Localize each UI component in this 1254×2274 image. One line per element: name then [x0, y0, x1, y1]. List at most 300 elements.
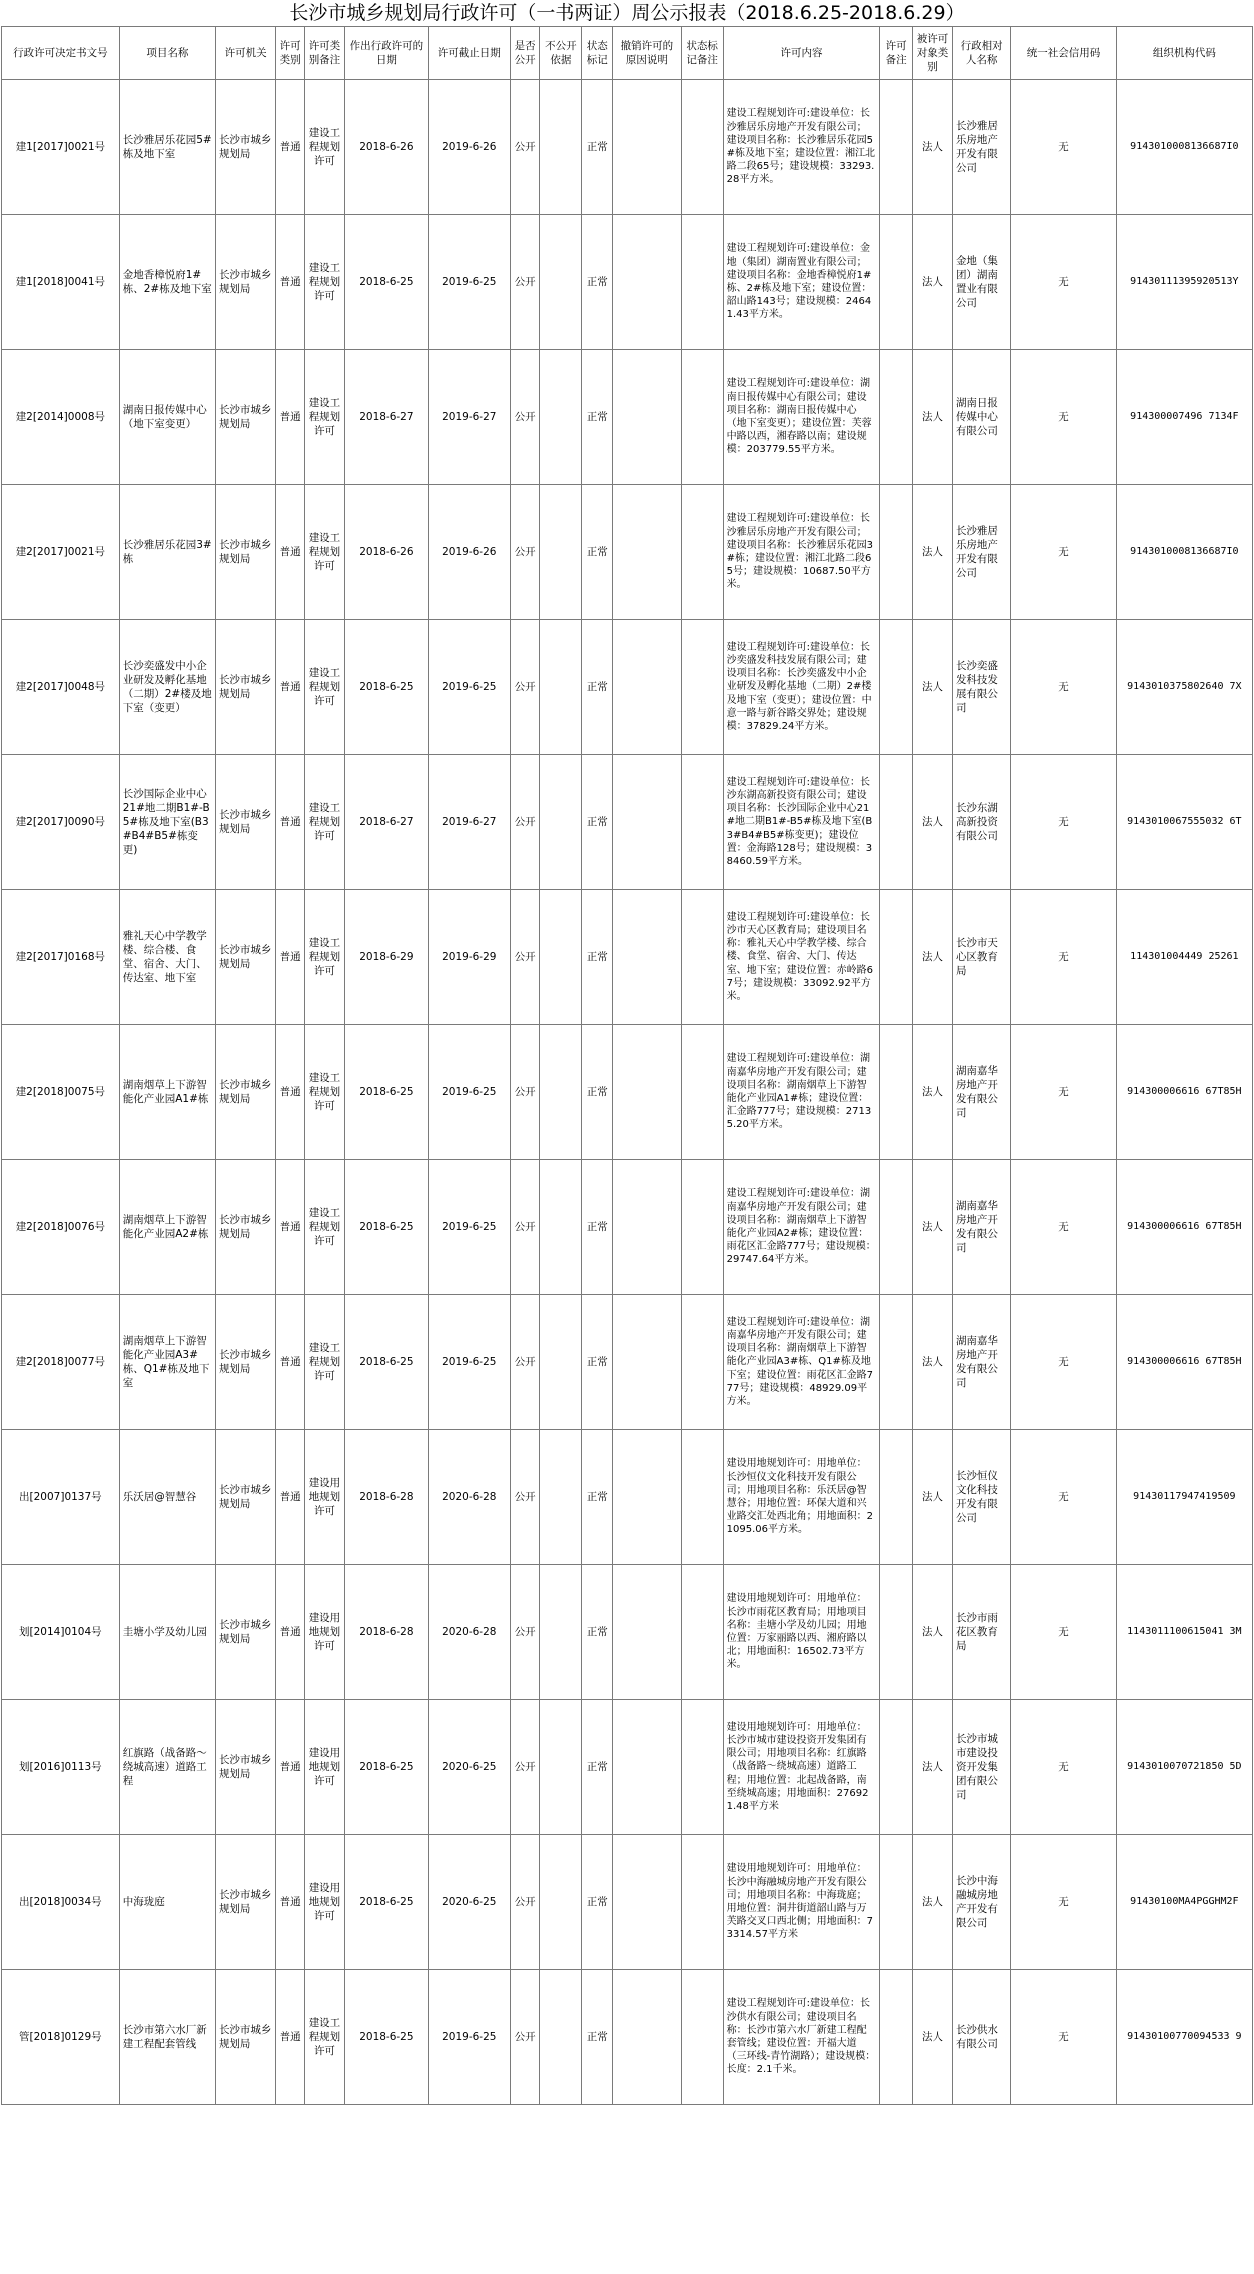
column-header: 统一社会信用码	[1011, 27, 1116, 80]
party-name-cell: 长沙供水有限公司	[952, 1970, 1010, 2105]
category-cell: 普通	[276, 1295, 305, 1430]
expiry-date-cell: 2019-6-25	[428, 620, 510, 755]
permit-content-cell: 建设用地规划许可：用地单位：长沙恒仪文化科技开发有限公司；用地项目名称：乐沃居@智慧谷；用地位置：环保大道和兴业路交汇处西北角；用地面积：21095.06平方米。	[723, 1430, 880, 1565]
authority-cell: 长沙市城乡规划局	[215, 1835, 275, 1970]
org-code-cell: 114301004449 25261	[1116, 890, 1252, 1025]
issue-date-cell: 2018-6-25	[344, 1700, 428, 1835]
credit-code-cell: 无	[1011, 1835, 1116, 1970]
issue-date-cell: 2018-6-25	[344, 620, 428, 755]
category-cell: 普通	[276, 1970, 305, 2105]
column-header: 许可机关	[215, 27, 275, 80]
expiry-date-cell: 2019-6-29	[428, 890, 510, 1025]
object-type-cell: 法人	[913, 1160, 953, 1295]
org-code-cell: 9143010008136687I0	[1116, 80, 1252, 215]
party-name-cell: 长沙奕盛发科技发展有限公司	[952, 620, 1010, 755]
category-cell: 普通	[276, 620, 305, 755]
public-cell: 公开	[510, 1160, 540, 1295]
category-note-cell: 建设工程规划许可	[304, 80, 344, 215]
doc-number-cell: 建2[2017]0048号	[2, 620, 120, 755]
expiry-date-cell: 2019-6-26	[428, 80, 510, 215]
expiry-date-cell: 2019-6-25	[428, 215, 510, 350]
project-name-cell: 长沙市第六水厂新建工程配套管线	[119, 1970, 215, 2105]
object-type-cell: 法人	[913, 215, 953, 350]
permit-content-cell: 建设工程规划许可:建设单位：湖南嘉华房地产开发有限公司；建设项目名称：湖南烟草上下游智能化产业园A1#栋；建设位置：汇金路777号；建设规模：27135.20平方米。	[723, 1025, 880, 1160]
credit-code-cell: 无	[1011, 215, 1116, 350]
category-cell: 普通	[276, 755, 305, 890]
not-public-basis-cell	[540, 1430, 582, 1565]
status-cell: 正常	[582, 215, 613, 350]
revoke-reason-cell	[613, 1970, 682, 2105]
authority-cell: 长沙市城乡规划局	[215, 1565, 275, 1700]
public-cell: 公开	[510, 620, 540, 755]
issue-date-cell: 2018-6-27	[344, 755, 428, 890]
org-code-cell: 914300006616 67T85H	[1116, 1160, 1252, 1295]
table-row	[2, 620, 1253, 755]
party-name-cell: 长沙市雨花区教育局	[952, 1565, 1010, 1700]
category-note-cell: 建设工程规划许可	[304, 1295, 344, 1430]
expiry-date-cell: 2020-6-28	[428, 1430, 510, 1565]
expiry-date-cell: 2020-6-28	[428, 1565, 510, 1700]
status-cell: 正常	[582, 1160, 613, 1295]
project-name-cell: 湖南日报传媒中心（地下室变更）	[119, 350, 215, 485]
status-cell: 正常	[582, 80, 613, 215]
category-cell: 普通	[276, 485, 305, 620]
status-note-cell	[681, 215, 723, 350]
status-cell: 正常	[582, 755, 613, 890]
authority-cell: 长沙市城乡规划局	[215, 1160, 275, 1295]
revoke-reason-cell	[613, 1025, 682, 1160]
permit-remark-cell	[880, 1835, 913, 1970]
table-body	[2, 80, 1253, 2105]
doc-number-cell: 出[2007]0137号	[2, 1430, 120, 1565]
permit-remark-cell	[880, 350, 913, 485]
credit-code-cell: 无	[1011, 485, 1116, 620]
status-note-cell	[681, 1025, 723, 1160]
revoke-reason-cell	[613, 1700, 682, 1835]
category-cell: 普通	[276, 1565, 305, 1700]
authority-cell: 长沙市城乡规划局	[215, 890, 275, 1025]
permit-remark-cell	[880, 755, 913, 890]
column-header: 作出行政许可的日期	[344, 27, 428, 80]
column-header: 许可截止日期	[428, 27, 510, 80]
status-cell: 正常	[582, 620, 613, 755]
not-public-basis-cell	[540, 755, 582, 890]
doc-number-cell: 建2[2017]0090号	[2, 755, 120, 890]
permit-content-cell: 建设工程规划许可:建设单位：湖南日报传媒中心有限公司；建设项目名称：湖南日报传媒中心（地下室变更）；建设位置：芙蓉中路以西，湘春路以南；建设规模：203779.55平方米。	[723, 350, 880, 485]
org-code-cell: 9143010008136687I0	[1116, 485, 1252, 620]
doc-number-cell: 建2[2014]0008号	[2, 350, 120, 485]
public-cell: 公开	[510, 80, 540, 215]
status-cell: 正常	[582, 350, 613, 485]
permit-remark-cell	[880, 485, 913, 620]
org-code-cell: 914300007496 7134F	[1116, 350, 1252, 485]
issue-date-cell: 2018-6-28	[344, 1565, 428, 1700]
category-cell: 普通	[276, 215, 305, 350]
public-cell: 公开	[510, 1295, 540, 1430]
column-header: 被许可对象类别	[913, 27, 953, 80]
credit-code-cell: 无	[1011, 890, 1116, 1025]
org-code-cell: 1143011100615041 3M	[1116, 1565, 1252, 1700]
permit-remark-cell	[880, 1295, 913, 1430]
project-name-cell: 乐沃居@智慧谷	[119, 1430, 215, 1565]
category-note-cell: 建设用地规划许可	[304, 1565, 344, 1700]
permit-content-cell: 建设工程规划许可:建设单位：长沙雅居乐房地产开发有限公司；建设项目名称：长沙雅居乐花园5#栋及地下室；建设位置：湘江北路二段65号；建设规模：33293.28平方米。	[723, 80, 880, 215]
header-row	[2, 27, 1253, 80]
issue-date-cell: 2018-6-28	[344, 1430, 428, 1565]
party-name-cell: 长沙雅居乐房地产开发有限公司	[952, 80, 1010, 215]
permit-content-cell: 建设工程规划许可:建设单位：长沙奕盛发科技发展有限公司；建设项目名称：长沙奕盛发中小企业研发及孵化基地（二期）2#楼及地下室（变更）；建设位置：中意一路与新谷路交界处；建设规模：37829.24平方米。	[723, 620, 880, 755]
credit-code-cell: 无	[1011, 755, 1116, 890]
permit-content-cell: 建设工程规划许可:建设单位：长沙雅居乐房地产开发有限公司；建设项目名称：长沙雅居乐花园3#栋；建设位置：湘江北路二段65号；建设规模：10687.50平方米。	[723, 485, 880, 620]
issue-date-cell: 2018-6-25	[344, 1835, 428, 1970]
category-note-cell: 建设工程规划许可	[304, 215, 344, 350]
doc-number-cell: 出[2018]0034号	[2, 1835, 120, 1970]
category-note-cell: 建设工程规划许可	[304, 620, 344, 755]
public-cell: 公开	[510, 755, 540, 890]
object-type-cell: 法人	[913, 620, 953, 755]
doc-number-cell: 建2[2017]0021号	[2, 485, 120, 620]
status-note-cell	[681, 1700, 723, 1835]
status-note-cell	[681, 485, 723, 620]
project-name-cell: 长沙奕盛发中小企业研发及孵化基地（二期）2#楼及地下室（变更）	[119, 620, 215, 755]
object-type-cell: 法人	[913, 1700, 953, 1835]
party-name-cell: 长沙市城市建设投资开发集团有限公司	[952, 1700, 1010, 1835]
column-header: 项目名称	[119, 27, 215, 80]
public-cell: 公开	[510, 1565, 540, 1700]
status-note-cell	[681, 1835, 723, 1970]
expiry-date-cell: 2020-6-25	[428, 1700, 510, 1835]
credit-code-cell: 无	[1011, 1700, 1116, 1835]
table-row	[2, 755, 1253, 890]
permit-content-cell: 建设工程规划许可:建设单位：长沙供水有限公司；建设项目名称：长沙市第六水厂新建工程配套管线；建设位置：开福大道（三环线-青竹湖路）；建设规模：长度：2.1千米。	[723, 1970, 880, 2105]
permit-remark-cell	[880, 1565, 913, 1700]
not-public-basis-cell	[540, 350, 582, 485]
project-name-cell: 长沙雅居乐花园5#栋及地下室	[119, 80, 215, 215]
org-code-cell: 914300006616 67T85H	[1116, 1295, 1252, 1430]
category-cell: 普通	[276, 890, 305, 1025]
status-note-cell	[681, 1565, 723, 1700]
revoke-reason-cell	[613, 350, 682, 485]
status-note-cell	[681, 1295, 723, 1430]
category-cell: 普通	[276, 350, 305, 485]
project-name-cell: 中海珑庭	[119, 1835, 215, 1970]
not-public-basis-cell	[540, 620, 582, 755]
status-note-cell	[681, 350, 723, 485]
project-name-cell: 圭塘小学及幼儿园	[119, 1565, 215, 1700]
column-header: 是否公开	[510, 27, 540, 80]
project-name-cell: 金地香樟悦府1#栋、2#栋及地下室	[119, 215, 215, 350]
authority-cell: 长沙市城乡规划局	[215, 215, 275, 350]
authority-cell: 长沙市城乡规划局	[215, 80, 275, 215]
object-type-cell: 法人	[913, 755, 953, 890]
revoke-reason-cell	[613, 1295, 682, 1430]
issue-date-cell: 2018-6-26	[344, 80, 428, 215]
not-public-basis-cell	[540, 215, 582, 350]
table-row	[2, 1295, 1253, 1430]
authority-cell: 长沙市城乡规划局	[215, 1700, 275, 1835]
authority-cell: 长沙市城乡规划局	[215, 1430, 275, 1565]
column-header: 撤销许可的原因说明	[613, 27, 682, 80]
project-name-cell: 湖南烟草上下游智能化产业园A1#栋	[119, 1025, 215, 1160]
authority-cell: 长沙市城乡规划局	[215, 1025, 275, 1160]
permit-content-cell: 建设工程规划许可:建设单位：长沙市天心区教育局；建设项目名称：雅礼天心中学教学楼、综合楼、食堂、宿舍、大门、传达室、地下室；建设位置：赤岭路67号；建设规模：33092.92平方米。	[723, 890, 880, 1025]
org-code-cell: 91430117947419509	[1116, 1430, 1252, 1565]
column-header: 状态标记备注	[681, 27, 723, 80]
column-header: 行政相对人名称	[952, 27, 1010, 80]
revoke-reason-cell	[613, 1160, 682, 1295]
public-cell: 公开	[510, 1700, 540, 1835]
object-type-cell: 法人	[913, 350, 953, 485]
category-note-cell: 建设用地规划许可	[304, 1700, 344, 1835]
party-name-cell: 长沙市天心区教育局	[952, 890, 1010, 1025]
category-cell: 普通	[276, 1430, 305, 1565]
doc-number-cell: 建1[2017]0021号	[2, 80, 120, 215]
category-cell: 普通	[276, 1025, 305, 1160]
expiry-date-cell: 2019-6-27	[428, 755, 510, 890]
category-cell: 普通	[276, 80, 305, 215]
issue-date-cell: 2018-6-25	[344, 1970, 428, 2105]
object-type-cell: 法人	[913, 485, 953, 620]
category-note-cell: 建设工程规划许可	[304, 890, 344, 1025]
permit-remark-cell	[880, 80, 913, 215]
revoke-reason-cell	[613, 620, 682, 755]
table-row	[2, 1430, 1253, 1565]
not-public-basis-cell	[540, 485, 582, 620]
credit-code-cell: 无	[1011, 1025, 1116, 1160]
status-cell: 正常	[582, 890, 613, 1025]
permit-content-cell: 建设用地规划许可：用地单位：长沙市城市建设投资开发集团有限公司；用地项目名称：红旗路（战备路～绕城高速）道路工程；用地位置：北起战备路，南至绕城高速；用地面积：276921.48平方米	[723, 1700, 880, 1835]
permit-content-cell: 建设工程规划许可:建设单位：金地（集团）湖南置业有限公司；建设项目名称：金地香樟悦府1#栋、2#栋及地下室；建设位置：韶山路143号；建设规模：24641.43平方米。	[723, 215, 880, 350]
authority-cell: 长沙市城乡规划局	[215, 1970, 275, 2105]
table-row	[2, 1025, 1253, 1160]
table-row	[2, 1160, 1253, 1295]
table-row	[2, 215, 1253, 350]
category-note-cell: 建设用地规划许可	[304, 1835, 344, 1970]
status-cell: 正常	[582, 485, 613, 620]
issue-date-cell: 2018-6-25	[344, 215, 428, 350]
credit-code-cell: 无	[1011, 1970, 1116, 2105]
not-public-basis-cell	[540, 1160, 582, 1295]
status-note-cell	[681, 80, 723, 215]
object-type-cell: 法人	[913, 1430, 953, 1565]
category-note-cell: 建设工程规划许可	[304, 755, 344, 890]
party-name-cell: 湖南日报传媒中心有限公司	[952, 350, 1010, 485]
project-name-cell: 雅礼天心中学教学楼、综合楼、食堂、宿舍、大门、传达室、地下室	[119, 890, 215, 1025]
public-cell: 公开	[510, 1430, 540, 1565]
issue-date-cell: 2018-6-25	[344, 1160, 428, 1295]
permit-content-cell: 建设用地规划许可：用地单位：长沙市雨花区教育局；用地项目名称：圭塘小学及幼儿园；用地位置：万家丽路以西、湘府路以北；用地面积：16502.73平方米。	[723, 1565, 880, 1700]
issue-date-cell: 2018-6-29	[344, 890, 428, 1025]
table-row	[2, 890, 1253, 1025]
permit-remark-cell	[880, 620, 913, 755]
permit-remark-cell	[880, 1970, 913, 2105]
category-note-cell: 建设工程规划许可	[304, 1025, 344, 1160]
revoke-reason-cell	[613, 1565, 682, 1700]
public-cell: 公开	[510, 215, 540, 350]
party-name-cell: 湖南嘉华房地产开发有限公司	[952, 1025, 1010, 1160]
org-code-cell: 91430111395920513Y	[1116, 215, 1252, 350]
status-cell: 正常	[582, 1025, 613, 1160]
permit-content-cell: 建设工程规划许可:建设单位：湖南嘉华房地产开发有限公司；建设项目名称：湖南烟草上下游智能化产业园A3#栋、Q1#栋及地下室；建设位置：雨花区汇金路777号；建设规模：48929.09平方米。	[723, 1295, 880, 1430]
column-header: 许可类别	[276, 27, 305, 80]
column-header: 许可内容	[723, 27, 880, 80]
party-name-cell: 长沙雅居乐房地产开发有限公司	[952, 485, 1010, 620]
credit-code-cell: 无	[1011, 1160, 1116, 1295]
table-row	[2, 80, 1253, 215]
permit-remark-cell	[880, 1700, 913, 1835]
table-row	[2, 1700, 1253, 1835]
expiry-date-cell: 2019-6-25	[428, 1160, 510, 1295]
permit-remark-cell	[880, 890, 913, 1025]
table-row	[2, 485, 1253, 620]
org-code-cell: 9143010375802640 7X	[1116, 620, 1252, 755]
object-type-cell: 法人	[913, 1295, 953, 1430]
credit-code-cell: 无	[1011, 620, 1116, 755]
public-cell: 公开	[510, 485, 540, 620]
status-cell: 正常	[582, 1295, 613, 1430]
org-code-cell: 91430100MA4PGGHM2F	[1116, 1835, 1252, 1970]
permit-content-cell: 建设用地规划许可：用地单位：长沙中海融城房地产开发有限公司；用地项目名称：中海珑庭；用地位置：洞井街道韶山路与万芙路交叉口西北侧；用地面积：73314.57平方米	[723, 1835, 880, 1970]
status-note-cell	[681, 1430, 723, 1565]
column-header: 组织机构代码	[1116, 27, 1252, 80]
status-cell: 正常	[582, 1835, 613, 1970]
not-public-basis-cell	[540, 80, 582, 215]
public-cell: 公开	[510, 890, 540, 1025]
expiry-date-cell: 2019-6-27	[428, 350, 510, 485]
revoke-reason-cell	[613, 215, 682, 350]
issue-date-cell: 2018-6-25	[344, 1295, 428, 1430]
credit-code-cell: 无	[1011, 1565, 1116, 1700]
doc-number-cell: 建2[2018]0077号	[2, 1295, 120, 1430]
doc-number-cell: 管[2018]0129号	[2, 1970, 120, 2105]
not-public-basis-cell	[540, 890, 582, 1025]
category-note-cell: 建设用地规划许可	[304, 1430, 344, 1565]
object-type-cell: 法人	[913, 1835, 953, 1970]
doc-number-cell: 建2[2018]0076号	[2, 1160, 120, 1295]
permit-content-cell: 建设工程规划许可:建设单位：长沙东湖高新投资有限公司；建设项目名称：长沙国际企业中心21#地二期B1#-B5#栋及地下室(B3#B4#B5#栋变更)；建设位置：金海路128号；建设规模：38460.59平方米。	[723, 755, 880, 890]
category-note-cell: 建设工程规划许可	[304, 1160, 344, 1295]
permit-table	[1, 26, 1253, 2105]
not-public-basis-cell	[540, 1025, 582, 1160]
status-note-cell	[681, 1160, 723, 1295]
not-public-basis-cell	[540, 1295, 582, 1430]
authority-cell: 长沙市城乡规划局	[215, 755, 275, 890]
status-cell: 正常	[582, 1700, 613, 1835]
org-code-cell: 91430100770094533 9	[1116, 1970, 1252, 2105]
credit-code-cell: 无	[1011, 1430, 1116, 1565]
permit-remark-cell	[880, 1025, 913, 1160]
column-header: 行政许可决定书文号	[2, 27, 120, 80]
project-name-cell: 湖南烟草上下游智能化产业园A3#栋、Q1#栋及地下室	[119, 1295, 215, 1430]
column-header: 不公开依据	[540, 27, 582, 80]
page-title: 长沙市城乡规划局行政许可（一书两证）周公示报表（2018.6.25-2018.6.29）	[289, 2, 965, 24]
status-cell: 正常	[582, 1970, 613, 2105]
revoke-reason-cell	[613, 1835, 682, 1970]
table-row	[2, 1565, 1253, 1700]
object-type-cell: 法人	[913, 80, 953, 215]
expiry-date-cell: 2019-6-26	[428, 485, 510, 620]
party-name-cell: 长沙中海融城房地产开发有限公司	[952, 1835, 1010, 1970]
expiry-date-cell: 2019-6-25	[428, 1025, 510, 1160]
object-type-cell: 法人	[913, 890, 953, 1025]
authority-cell: 长沙市城乡规划局	[215, 620, 275, 755]
party-name-cell: 湖南嘉华房地产开发有限公司	[952, 1295, 1010, 1430]
project-name-cell: 红旗路（战备路～绕城高速）道路工程	[119, 1700, 215, 1835]
status-note-cell	[681, 620, 723, 755]
column-header: 许可备注	[880, 27, 913, 80]
expiry-date-cell: 2019-6-25	[428, 1970, 510, 2105]
credit-code-cell: 无	[1011, 80, 1116, 215]
table-row	[2, 350, 1253, 485]
project-name-cell: 长沙国际企业中心21#地二期B1#-B5#栋及地下室(B3#B4#B5#栋变更)	[119, 755, 215, 890]
org-code-cell: 9143010070721850 5D	[1116, 1700, 1252, 1835]
public-cell: 公开	[510, 1835, 540, 1970]
expiry-date-cell: 2020-6-25	[428, 1835, 510, 1970]
expiry-date-cell: 2019-6-25	[428, 1295, 510, 1430]
permit-remark-cell	[880, 215, 913, 350]
public-cell: 公开	[510, 350, 540, 485]
category-cell: 普通	[276, 1160, 305, 1295]
revoke-reason-cell	[613, 1430, 682, 1565]
authority-cell: 长沙市城乡规划局	[215, 485, 275, 620]
authority-cell: 长沙市城乡规划局	[215, 1295, 275, 1430]
object-type-cell: 法人	[913, 1970, 953, 2105]
status-cell: 正常	[582, 1430, 613, 1565]
party-name-cell: 长沙东湖高新投资有限公司	[952, 755, 1010, 890]
not-public-basis-cell	[540, 1700, 582, 1835]
object-type-cell: 法人	[913, 1025, 953, 1160]
object-type-cell: 法人	[913, 1565, 953, 1700]
issue-date-cell: 2018-6-26	[344, 485, 428, 620]
doc-number-cell: 建2[2017]0168号	[2, 890, 120, 1025]
category-note-cell: 建设工程规划许可	[304, 485, 344, 620]
status-note-cell	[681, 755, 723, 890]
doc-number-cell: 划[2014]0104号	[2, 1565, 120, 1700]
category-cell: 普通	[276, 1700, 305, 1835]
table-row	[2, 1835, 1253, 1970]
category-note-cell: 建设工程规划许可	[304, 1970, 344, 2105]
not-public-basis-cell	[540, 1835, 582, 1970]
category-cell: 普通	[276, 1835, 305, 1970]
party-name-cell: 长沙恒仪文化科技开发有限公司	[952, 1430, 1010, 1565]
revoke-reason-cell	[613, 890, 682, 1025]
column-header: 许可类别备注	[304, 27, 344, 80]
not-public-basis-cell	[540, 1970, 582, 2105]
permit-content-cell: 建设工程规划许可:建设单位：湖南嘉华房地产开发有限公司；建设项目名称：湖南烟草上下游智能化产业园A2#栋；建设位置：雨花区汇金路777号；建设规模：29747.64平方米。	[723, 1160, 880, 1295]
authority-cell: 长沙市城乡规划局	[215, 350, 275, 485]
doc-number-cell: 建2[2018]0075号	[2, 1025, 120, 1160]
party-name-cell: 湖南嘉华房地产开发有限公司	[952, 1160, 1010, 1295]
org-code-cell: 9143010067555032 6T	[1116, 755, 1252, 890]
category-note-cell: 建设工程规划许可	[304, 350, 344, 485]
revoke-reason-cell	[613, 755, 682, 890]
project-name-cell: 长沙雅居乐花园3#栋	[119, 485, 215, 620]
column-header: 状态标记	[582, 27, 613, 80]
doc-number-cell: 建1[2018]0041号	[2, 215, 120, 350]
party-name-cell: 金地（集团）湖南置业有限公司	[952, 215, 1010, 350]
issue-date-cell: 2018-6-27	[344, 350, 428, 485]
project-name-cell: 湖南烟草上下游智能化产业园A2#栋	[119, 1160, 215, 1295]
not-public-basis-cell	[540, 1565, 582, 1700]
public-cell: 公开	[510, 1025, 540, 1160]
public-cell: 公开	[510, 1970, 540, 2105]
permit-remark-cell	[880, 1430, 913, 1565]
doc-number-cell: 划[2016]0113号	[2, 1700, 120, 1835]
status-note-cell	[681, 890, 723, 1025]
issue-date-cell: 2018-6-25	[344, 1025, 428, 1160]
revoke-reason-cell	[613, 80, 682, 215]
permit-remark-cell	[880, 1160, 913, 1295]
